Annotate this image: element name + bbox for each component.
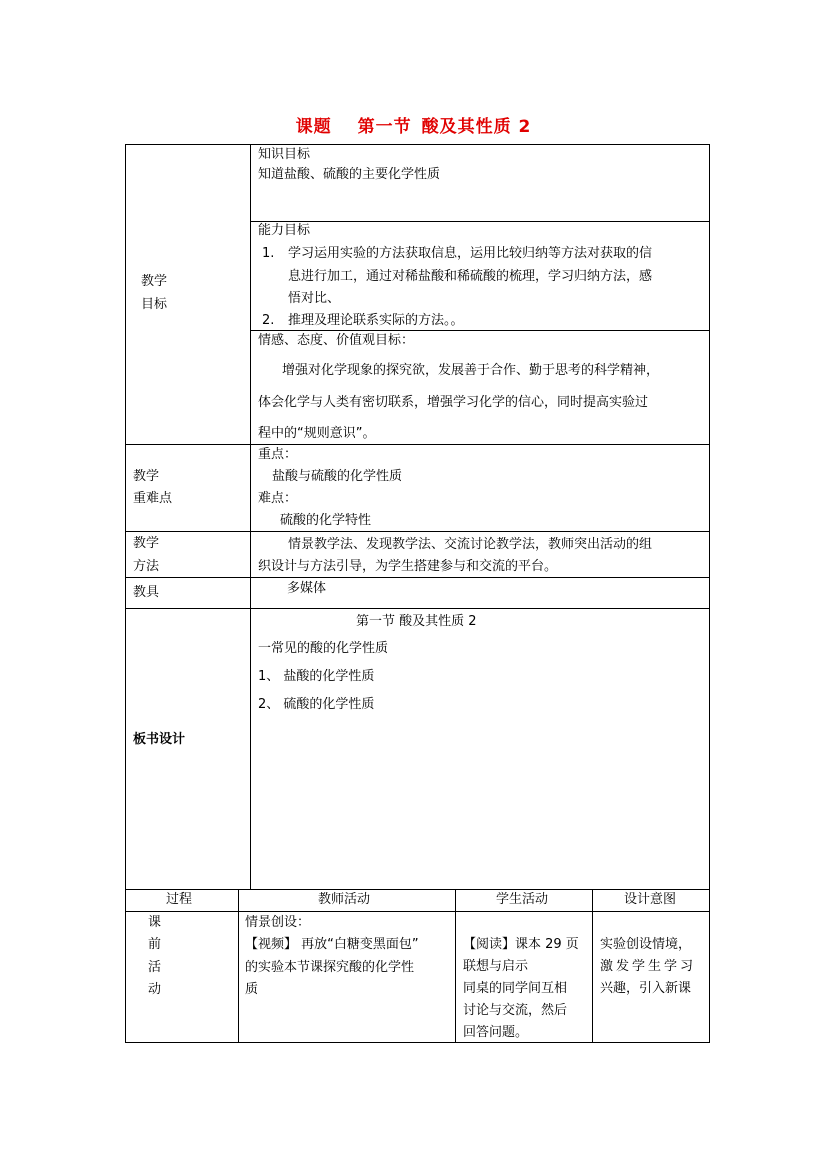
title-section: 第一节 [357, 117, 412, 137]
table-border-left [125, 144, 126, 1043]
title-topic: 酸及其性质 2 [421, 117, 532, 137]
goals-label-1: 教学 [141, 274, 168, 289]
method-label-2: 方法 [133, 559, 160, 574]
header-student: 学生活动 [496, 892, 549, 907]
intent-line1: 实验创设情境， [600, 937, 692, 952]
col-sep-2 [455, 889, 456, 1043]
col-sep-1 [238, 889, 239, 1043]
header-intent: 设计意图 [624, 892, 677, 907]
ability-item1-num: 1. [262, 246, 275, 261]
table-border-right [709, 144, 710, 1043]
board-line3: 2、 硫酸的化学性质 [258, 697, 375, 712]
key-text: 盐酸与硫酸的化学性质 [272, 469, 403, 484]
board-label: 板书设计 [133, 732, 186, 747]
table-border-top [125, 144, 710, 145]
tools-label: 教具 [133, 585, 160, 600]
row-sep-ability [250, 330, 710, 331]
difficult-text: 硫酸的化学特性 [280, 513, 372, 528]
row-sep-header [125, 911, 710, 912]
row-sep-tools [125, 608, 710, 609]
board-heading: 第一节 酸及其性质 2 [356, 614, 477, 629]
method-label-1: 教学 [133, 536, 160, 551]
ability-item2-text: 推理及理论联系实际的方法。。 [288, 313, 464, 328]
teacher-line1: 情景创设： [245, 915, 311, 930]
emotion-line1: 增强对化学现象的探究欲，发展善于合作、勤于思考的科学精神， [282, 363, 660, 378]
knowledge-text: 知道盐酸、硫酸的主要化学性质 [258, 167, 441, 182]
keypoints-label-1: 教学 [133, 469, 160, 484]
emotion-line2: 体会化学与人类有密切联系，增强学习化学的信心，同时提高实验过 [258, 395, 649, 410]
page-title [0, 112, 827, 137]
keypoints-label-2: 重难点 [133, 491, 173, 506]
col-sep-3 [592, 889, 593, 1043]
board-line2: 1、 盐酸的化学性质 [258, 669, 375, 684]
knowledge-heading: 知识目标 [258, 147, 311, 162]
emotion-line3: 程中的“规则意识”。 [258, 426, 376, 441]
title-label: 课题 [295, 117, 332, 137]
intent-line3: 兴趣，引入新课 [600, 981, 692, 996]
stage-char-2: 前 [148, 937, 162, 952]
difficult-heading: 难点： [258, 491, 298, 506]
method-line2: 织设计与方法引导，为学生搭建参与和交流的平台。 [258, 559, 558, 574]
student-line3: 同桌的同学间互相 [463, 981, 568, 996]
row-sep-board [125, 889, 710, 890]
header-teacher: 教师活动 [318, 892, 371, 907]
teacher-line4: 质 [245, 982, 259, 997]
student-line4: 讨论与交流，然后 [463, 1003, 568, 1018]
table-divider-label [250, 144, 251, 890]
stage-char-3: 活 [148, 960, 162, 975]
ability-item1-line1: 学习运用实验的方法获取信息，运用比较归纳等方法对获取的信 [288, 246, 653, 261]
student-line1: 【阅读】课本 29 页 [463, 937, 579, 952]
stage-char-4: 动 [148, 982, 162, 997]
emotion-heading: 情感、态度、价值观目标： [258, 333, 415, 348]
stage-char-1: 课 [148, 915, 162, 930]
ability-item1-line3: 悟对比、 [288, 291, 341, 306]
teacher-line2: 【视频】 再放“白糖变黑面包” [245, 937, 419, 952]
header-process: 过程 [166, 892, 193, 907]
row-sep-knowledge [250, 221, 710, 222]
goals-label-2: 目标 [141, 297, 168, 312]
board-line1: 一常见的酸的化学性质 [258, 641, 389, 656]
tools-text: 多媒体 [287, 581, 327, 596]
row-sep-goals [125, 444, 710, 445]
table-border-bottom [125, 1042, 710, 1043]
teacher-line3: 的实验本节课探究酸的化学性 [245, 960, 415, 975]
intent-line2: 激发学生学习 [600, 959, 697, 974]
student-line5: 回答问题。 [463, 1025, 529, 1040]
ability-item2-num: 2. [262, 313, 275, 328]
row-sep-keypoints [125, 531, 710, 532]
ability-item1-line2: 息进行加工，通过对稀盐酸和稀硫酸的梳理，学习归纳方法，感 [288, 269, 653, 284]
ability-heading: 能力目标 [258, 223, 311, 238]
method-line1: 情景教学法、发现教学法、交流讨论教学法，教师突出活动的组 [288, 537, 653, 552]
key-heading: 重点： [258, 447, 298, 462]
student-line2: 联想与启示 [463, 959, 529, 974]
row-sep-method [125, 577, 710, 578]
